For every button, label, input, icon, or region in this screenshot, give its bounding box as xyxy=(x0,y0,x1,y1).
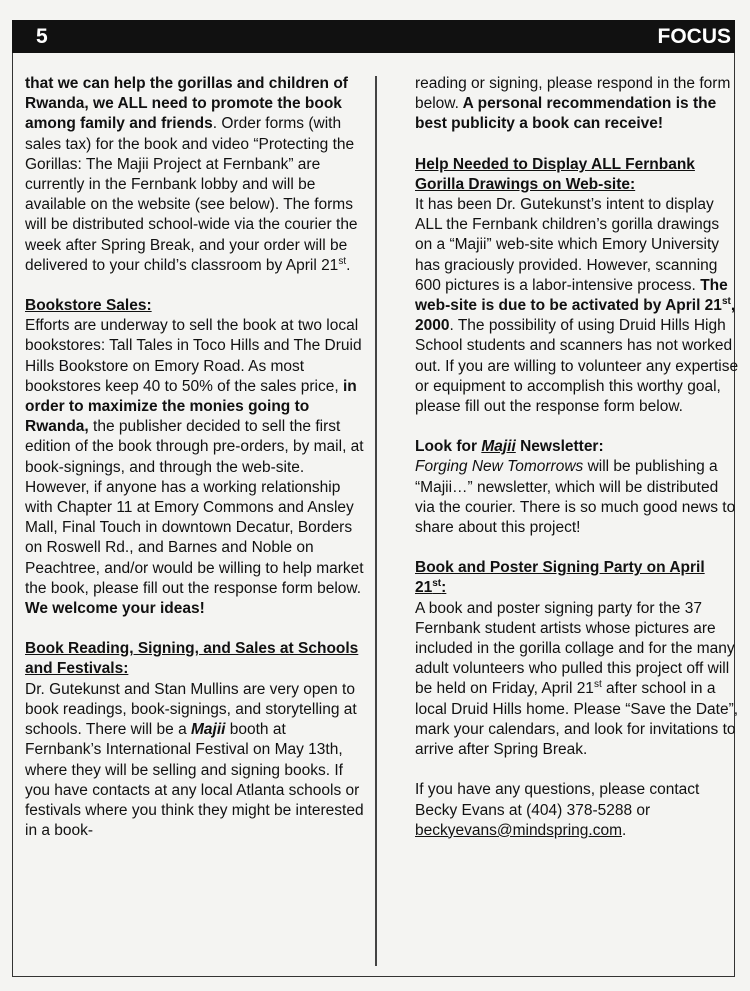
help-heading: Help Needed to Display ALL Fernbank Gorilla Drawings on Web-site: xyxy=(415,155,695,193)
newsletter-text: will be publishing a “Majii…” newsletter, which will be distributed via the courier. There is so much good news to share about this project! xyxy=(415,458,736,537)
bookstore-text1: Efforts are underway to sell the book at two local bookstores: Tall Tales in Toco Hills and The Druid Hills Bookstore on Emory Road. As most bookstores keep 40 to 50% of the sales price, xyxy=(25,317,362,395)
right-column xyxy=(415,74,740,841)
newsletter-heading xyxy=(415,437,740,457)
party-sup: st xyxy=(593,679,602,691)
party-heading-sup: st xyxy=(432,578,442,590)
party-heading-2: : xyxy=(441,579,447,597)
reading-paragraph xyxy=(25,680,365,842)
reading-text2: booth at Fernbank’s International Festival on May 13th, where they will be selling and signing books. If you have contacts at any local Atlanta schools or festivals where you think they might be interested in a book- xyxy=(25,721,364,840)
contact-email-link[interactable]: beckyevans@mindspring.com xyxy=(415,821,622,839)
bookstore-bold2: We welcome your ideas! xyxy=(25,600,205,618)
help-text1: It has been Dr. Gutekunst’s intent to display ALL the Fernbank children’s gorilla drawings on a “Majii” web-site which Emory University has graciously provided. However, scanning 600 pictures is a labor-intensive process. xyxy=(415,196,720,294)
section-title: FOCUS xyxy=(657,24,731,48)
newsletter-italic: Forging New Tomorrows xyxy=(415,458,584,476)
help-bold1: The web-site is due to be activated by April 21 xyxy=(415,276,728,315)
bookstore-heading: Bookstore Sales: xyxy=(25,297,152,315)
column-divider xyxy=(375,76,377,966)
party-text2: after school in a local Druid Hills home. Please “Save the Date”, mark your calendars, and look for invitations to arrive after Spring Break. xyxy=(415,680,739,759)
intro-sup: st xyxy=(338,255,347,267)
reading-cont-text: reading or signing, please respond in the form below. xyxy=(415,75,731,113)
newsletter-heading-majii: Majii xyxy=(481,438,516,456)
party-heading xyxy=(415,558,740,598)
reading-majii: Majii xyxy=(191,721,226,739)
page-number: 5 xyxy=(36,24,48,48)
intro-text: . Order forms (with sales tax) for the book and video “Protecting the Gorillas: The Majii Project at Fernbank” are currently in the Fernbank lobby and will be available on the website (see below). The forms will be distributed school-wide via the courier the week after Spring Break, and your order will be delivered to your child’s classroom by April 21 xyxy=(25,115,358,274)
help-bold2: , 2000 xyxy=(415,297,736,335)
bookstore-bold1: in order to maximize the monies going to Rwanda, xyxy=(25,377,357,436)
contact-paragraph xyxy=(415,780,740,841)
party-paragraph xyxy=(415,599,740,761)
bookstore-text2: the publisher decided to sell the first edition of the book through pre-orders, by mail, at book-signings, and through the web-site. However, if anyone has a working relationship with Chapter 11 at Emory Commons and Ansley Mall, Final Touch in downtown Decatur, Borders on Roswell Rd., and Barnes and Noble on Peachtree, and/or would be willing to help market the book, please fill out the response form below. xyxy=(25,418,364,597)
intro-paragraph xyxy=(25,74,365,276)
party-heading-1: Book and Poster Signing Party on April 21 xyxy=(415,559,705,597)
help-bold-sup: st xyxy=(721,295,731,307)
contact-text: If you have any questions, please contact Becky Evans at (404) 378-5288 or xyxy=(415,781,700,819)
intro-end: . xyxy=(346,256,351,274)
left-column xyxy=(25,74,365,841)
newsletter-heading-1: Look for xyxy=(415,438,482,456)
reading-heading: Book Reading, Signing, and Sales at Schools and Festivals: xyxy=(25,640,359,678)
reading-cont-paragraph xyxy=(415,74,740,135)
party-text1: A book and poster signing party for the 37 Fernbank student artists whose pictures are included in the gorilla collage and for the many adult volunteers who pulled this project off will be held on Friday, April 21 xyxy=(415,599,735,698)
bookstore-paragraph xyxy=(25,316,365,619)
newsletter-heading-2: Newsletter: xyxy=(515,438,604,456)
reading-cont-bold: A personal recommendation is the best publicity a book can receive! xyxy=(415,95,717,133)
help-text2: . The possibility of using Druid Hills High School students and scanners has not worked out. If you are willing to volunteer any expertise or equipment to accomplish this worthy goal, please fill out the response form below. xyxy=(415,317,739,416)
contact-end: . xyxy=(622,821,627,839)
intro-bold: that we can help the gorillas and children of Rwanda, we ALL need to promote the book among family and friends xyxy=(25,75,348,133)
help-paragraph xyxy=(415,195,740,417)
page-header xyxy=(12,20,735,53)
newsletter-paragraph xyxy=(415,457,740,538)
reading-text1: Dr. Gutekunst and Stan Mullins are very open to book readings, book-signings, and storytelling at schools. There will be a xyxy=(25,680,357,739)
